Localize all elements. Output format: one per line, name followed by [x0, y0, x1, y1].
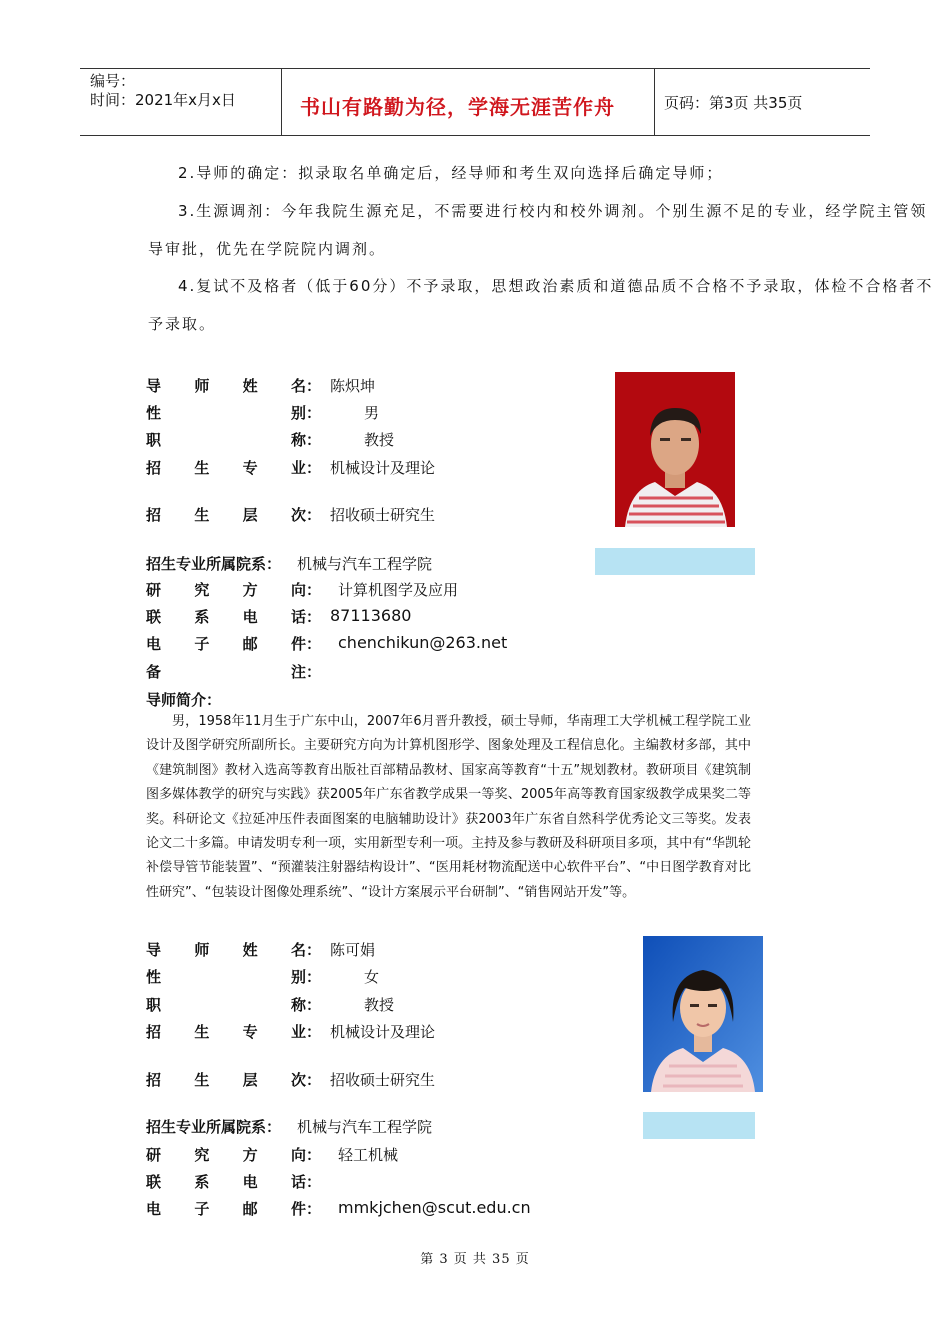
- rule-paragraph-4-line1: 4.复试不及格者（低于60分）不予录取，思想政治素质和道德品质不合格不予录取，体检不合格者不: [178, 277, 934, 295]
- header-bottom-rule: [80, 135, 870, 136]
- label-gender: 性 别：: [146, 968, 321, 986]
- header-time-label: 时间：2021年x月x日: [90, 91, 236, 109]
- label-major: 招 生 专 业：: [146, 459, 321, 477]
- label-email: 电 子 邮 件：: [146, 1200, 321, 1218]
- tutor-title: 教授: [364, 996, 395, 1014]
- tutor-intro: 男，1958年11月生于广东中山，2007年6月晋升教授，硕士导师，华南理工大学机械工程学院工业设计及图学研究所副所长。主要研究方向为计算机图形学、图象处理及工程信息化。主编教材多部，其中《建筑制图》教材入选高等教育出版社百部精品教材、国家高等教育“十五”规划教材。教研项目《建筑制图多媒体教学的研究与实践》获2005年广东省教学成果一等奖、2005年高等教育国家级教学成果奖二等奖。科研论文《拉延冲压件表面图案的电脑辅助设计》获2003年广东省自然科学优秀论文三等奖。发表论文二十多篇。申请发明专利一项，实用新型专利一项。主持及参与教研及科研项目多项，其中有“华凯轮补偿导管节能装置”、“预灌装注射器结构设计”、“医用耗材物流配送中心软件平台”、“中日图学教育对比性研究”、“包装设计图像处理系统”、“设计方案展示平台研制”、“销售网站开发”等。: [146, 714, 751, 900]
- tutor-gender: 男: [364, 404, 380, 422]
- label-email: 电 子 邮 件：: [146, 635, 321, 653]
- tutor-level: 招收硕士研究生: [330, 506, 436, 524]
- tutor-email[interactable]: mmkjchen@scut.edu.cn: [338, 1198, 531, 1217]
- label-direction: 研 究 方 向：: [146, 581, 321, 599]
- header-number-label: 编号：: [90, 72, 136, 90]
- tutor-major: 机械设计及理论: [330, 459, 436, 477]
- label-phone: 联 系 电 话：: [146, 1173, 321, 1191]
- tutor-dept: 机械与汽车工程学院: [297, 1118, 433, 1136]
- tutor-email[interactable]: chenchikun@263.net: [338, 633, 508, 652]
- header-divider-1: [281, 68, 282, 136]
- header-motto: 书山有路勤为径，学海无涯苦作舟: [300, 95, 615, 119]
- label-level: 招 生 层 次：: [146, 506, 321, 524]
- portrait-photo: [643, 936, 763, 1092]
- label-level: 招 生 层 次：: [146, 1071, 321, 1089]
- rule-paragraph-4-line2: 予录取。: [148, 315, 217, 333]
- tutor-name: 陈炽坤: [330, 377, 376, 395]
- tutor-direction: 轻工机械: [338, 1146, 399, 1164]
- accent-bar: [643, 1112, 755, 1139]
- label-dept: 招生专业所属院系：: [146, 1118, 282, 1136]
- intro-heading: 导师简介：: [146, 691, 222, 709]
- tutor-dept: 机械与汽车工程学院: [297, 555, 433, 573]
- header-top-rule: [80, 68, 870, 69]
- tutor-phone: 87113680: [330, 606, 412, 625]
- label-dept: 招生专业所属院系：: [146, 555, 282, 573]
- label-phone: 联 系 电 话：: [146, 608, 321, 626]
- tutor-level: 招收硕士研究生: [330, 1071, 436, 1089]
- label-direction: 研 究 方 向：: [146, 1146, 321, 1164]
- header-divider-2: [654, 68, 655, 136]
- label-major: 招 生 专 业：: [146, 1023, 321, 1041]
- tutor-gender: 女: [364, 968, 380, 986]
- label-gender: 性 别：: [146, 404, 321, 422]
- label-title: 职 称：: [146, 996, 321, 1014]
- portrait-photo-icon: [615, 372, 735, 527]
- tutor-direction: 计算机图学及应用: [338, 581, 459, 599]
- portrait-photo-icon: [643, 936, 763, 1092]
- tutor-title: 教授: [364, 431, 395, 449]
- label-name: 导 师 姓 名：: [146, 377, 321, 395]
- tutor-major: 机械设计及理论: [330, 1023, 436, 1041]
- rule-paragraph-3-line1: 3.生源调剂：今年我院生源充足，不需要进行校内和校外调剂。个别生源不足的专业，经学院主管领: [178, 202, 928, 220]
- label-title: 职 称：: [146, 431, 321, 449]
- accent-bar: [595, 548, 755, 575]
- label-name: 导 师 姓 名：: [146, 941, 321, 959]
- label-note: 备 注：: [146, 663, 321, 681]
- rule-paragraph-2: 2.导师的确定：拟录取名单确定后，经导师和考生双向选择后确定导师；: [178, 164, 724, 182]
- rule-paragraph-3-line2: 导审批，优先在学院院内调剂。: [148, 240, 387, 258]
- tutor-name: 陈可娟: [330, 941, 376, 959]
- portrait-photo: [615, 372, 735, 527]
- header-page-info: 页码：第3页 共35页: [664, 94, 803, 112]
- page-footer: 第 3 页 共 35 页: [420, 1252, 530, 1267]
